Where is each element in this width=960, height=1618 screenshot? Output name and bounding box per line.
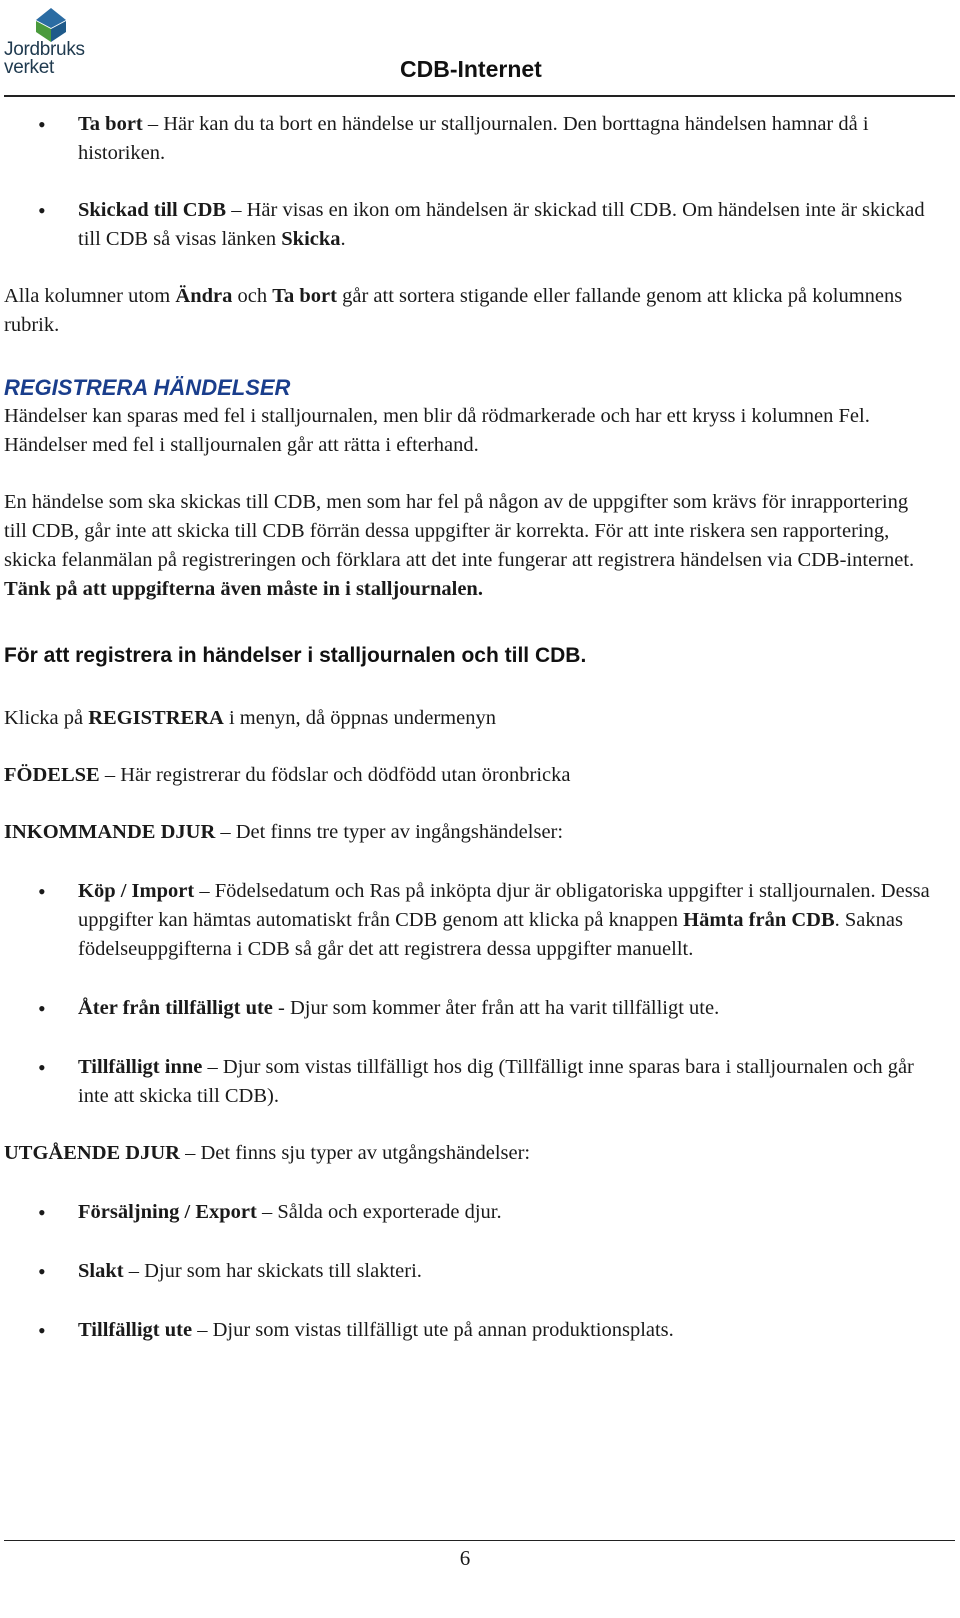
utgaende-paragraph <box>4 1139 934 1168</box>
text: – Födelsedatum och Ras på inköpta djur är obligatoriska uppgifter i stalljournalen. Dessa uppgifter kan hämtas automatiskt från CDB genom att klicka på knappen <box>78 880 930 931</box>
sub-heading: För att registrera in händelser i stalljournalen och till CDB. <box>4 644 587 667</box>
term-forsaljning: Försäljning / Export <box>78 1201 257 1223</box>
list-item-tillfalligt-ute <box>4 1316 934 1345</box>
term-skicka: Skicka <box>281 228 341 250</box>
list-item-tillfalligt-inne <box>4 1053 934 1111</box>
bullet-list-top <box>4 110 934 254</box>
page-header <box>0 0 960 100</box>
text: – Djur som har skickats till slakteri. <box>123 1260 422 1282</box>
list-item-skickad <box>4 196 934 254</box>
inkommande-list <box>4 877 934 1111</box>
term-ater: Åter från tillfälligt ute <box>78 997 273 1019</box>
term-inkommande: INKOMMANDE DJUR <box>4 821 216 843</box>
cdb-paragraph: En händelse som ska skickas till CDB, men som har fel på någon av de uppgifter som krävs för inrapportering till CDB, går inte att skicka till CDB förrän dessa uppgifter är korrekta. För att inte riskera sen rapportering, skicka felanmälan på registreringen och förklara att det inte fungerar att registrera händelsen via CDB-internet. <box>4 491 915 571</box>
sort-paragraph <box>4 282 934 340</box>
text: – Det finns tre typer av ingångshändelser: <box>215 821 564 843</box>
list-item-forsaljning <box>4 1198 934 1227</box>
section-heading: REGISTRERA HÄNDELSER <box>4 375 291 400</box>
text: går att sortera stigande eller fallande genom att klicka på kolumnens rubrik. <box>4 285 903 336</box>
term-kop-import: Köp / Import <box>78 880 195 902</box>
utgaende-list <box>4 1198 934 1345</box>
inkommande-paragraph <box>4 818 934 847</box>
text: Alla kolumner utom <box>4 285 176 307</box>
document-title: CDB-Internet <box>400 56 542 82</box>
term-skickad: Skickad till CDB <box>78 199 227 221</box>
text: – Djur som vistas tillfälligt hos dig (Tillfälligt inne sparas bara i stalljournalen och går inte att skicka till CDB). <box>78 1056 914 1107</box>
text: – Det finns sju typer av utgångshändelser: <box>179 1142 531 1164</box>
text: – Här registrerar du födslar och dödfödd utan öronbricka <box>99 764 571 786</box>
note-paragraph <box>4 575 934 604</box>
term-slakt: Slakt <box>78 1260 124 1282</box>
punct: . <box>340 228 346 250</box>
logo-line-2: verket <box>4 57 54 78</box>
text: och <box>232 285 273 307</box>
term-andra: Ändra <box>175 285 233 307</box>
list-item-slakt <box>4 1257 934 1286</box>
click-paragraph <box>4 704 934 733</box>
term-utgaende: UTGÅENDE DJUR <box>4 1142 180 1164</box>
header-divider <box>4 95 955 97</box>
list-item-ta-bort <box>4 110 934 168</box>
footer-divider <box>4 1540 955 1541</box>
text: i menyn, då öppnas undermenyn <box>223 707 496 729</box>
desc-ta-bort: – Här kan du ta bort en händelse ur stalljournalen. Den borttagna händelsen hamnar då i historiken. <box>78 113 869 164</box>
text: - Djur som kommer åter från att ha varit tillfälligt ute. <box>272 997 720 1019</box>
term-tillfalligt-inne: Tillfälligt inne <box>78 1056 203 1078</box>
text: . Saknas födelseuppgifterna i CDB så går det att registrera dessa uppgifter manuellt. <box>78 909 903 960</box>
page-number: 6 <box>459 1546 471 1570</box>
text: – Sålda och exporterade djur. <box>256 1201 502 1223</box>
term-hamta-fran-cdb: Hämta från CDB <box>683 909 835 931</box>
list-item-kop-import <box>4 877 934 964</box>
desc-skickad: – Här visas en ikon om händelsen är skickad till CDB. Om händelsen inte är skickad till CDB så visas länken <box>78 199 925 250</box>
list-item-ater <box>4 994 934 1023</box>
term-ta-bort-2: Ta bort <box>272 285 337 307</box>
term-tillfalligt-ute: Tillfälligt ute <box>78 1319 193 1341</box>
note-text: Tänk på att uppgifterna även måste in i stalljournalen. <box>4 578 483 600</box>
logo-wordmark <box>4 41 85 77</box>
errors-paragraph: Händelser kan sparas med fel i stalljournalen, men blir då rödmarkerade och har ett kryss i kolumnen Fel. Händelser med fel i stalljournalen går att rätta i efterhand. <box>4 405 870 456</box>
text: – Djur som vistas tillfälligt ute på annan produktionsplats. <box>192 1319 674 1341</box>
text: Klicka på <box>4 707 89 729</box>
term-fodelse: FÖDELSE <box>4 764 100 786</box>
page-content <box>4 110 934 1345</box>
term-ta-bort: Ta bort <box>78 113 143 135</box>
fodelse-paragraph <box>4 761 934 790</box>
logo-line-1: Jordbruks <box>4 39 85 60</box>
term-registrera: REGISTRERA <box>88 707 224 729</box>
